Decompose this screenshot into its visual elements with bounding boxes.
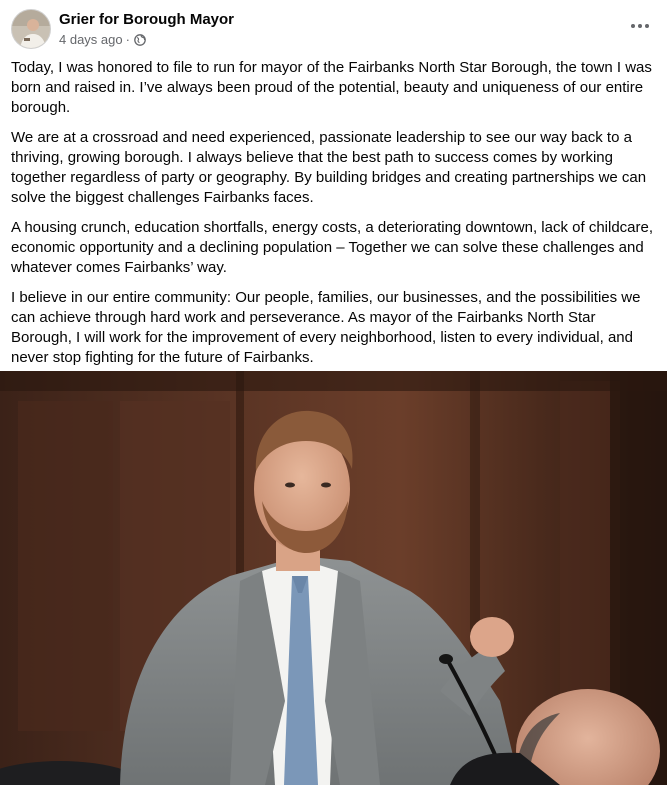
avatar[interactable] <box>11 9 51 49</box>
post-timestamp[interactable]: 4 days ago <box>59 32 123 47</box>
meta-separator: · <box>125 32 130 47</box>
photo-image <box>0 371 667 785</box>
avatar-image <box>12 10 51 49</box>
post-header <box>0 0 667 56</box>
post-paragraph: I believe in our entire community: Our people, families, our businesses, and the possibilities we can achieve through hard work and perseverance. As mayor of the Fairbanks North Star Borough, I will work for the improvement of every neighborhood, listen to every individual, and never stop fighting for the future of Fairbanks. <box>11 289 641 366</box>
post-text <box>11 58 656 378</box>
post-meta <box>59 32 146 47</box>
post-paragraph: A housing crunch, education shortfalls, energy costs, a deteriorating downtown, lack of childcare, economic opportunity and a declining population – Together we can solve these challenges and whatever comes Fairbanks’ way. <box>11 219 654 276</box>
more-options-icon[interactable] <box>622 12 658 40</box>
post-paragraph: Today, I was honored to file to run for mayor of the Fairbanks North Star Borough, the town I was born and raised in. I’ve always been proud of the potential, beauty and uniqueness of our entire borough. <box>11 59 652 116</box>
post-author[interactable]: Grier for Borough Mayor <box>59 11 235 28</box>
globe-icon[interactable] <box>134 34 146 46</box>
post-photo[interactable] <box>0 371 667 785</box>
post-paragraph: We are at a crossroad and need experienced, passionate leadership to see our way back to a thriving, growing borough. I always believe that the best path to success comes by working together regardless of party or geography. By building bridges and creating partnerships we can solve the biggest challenges Fairbanks faces. <box>11 129 647 206</box>
